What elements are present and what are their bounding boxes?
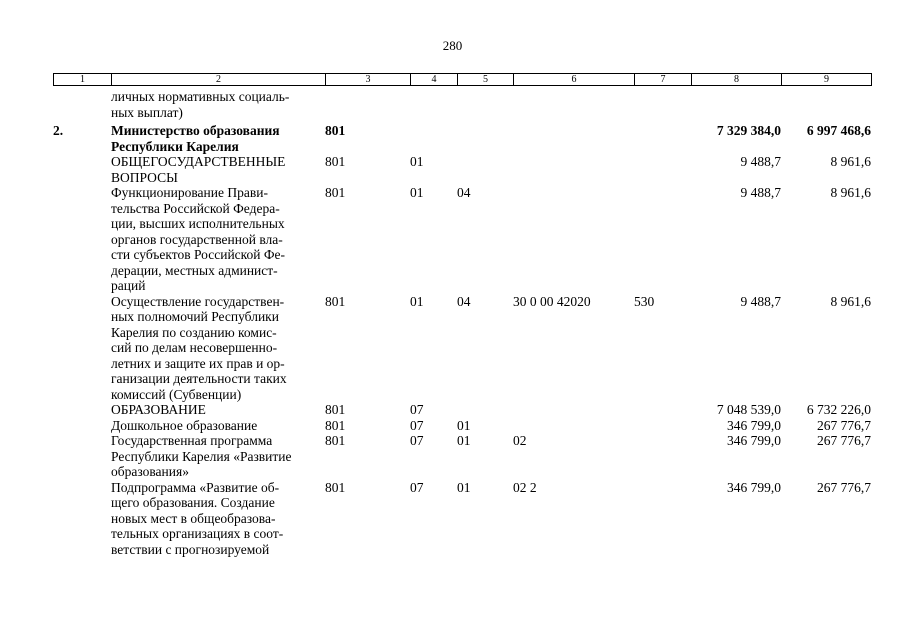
ministry-code: 801 bbox=[325, 479, 346, 495]
amount-year-1: 346 799,0 bbox=[727, 433, 781, 448]
amount-year-1: 7 329 384,0 bbox=[716, 123, 781, 138]
target-article: 02 bbox=[513, 433, 527, 448]
table-row bbox=[53, 418, 871, 434]
row-number bbox=[53, 185, 111, 294]
subsection-code bbox=[457, 154, 513, 185]
target-article bbox=[513, 402, 634, 418]
table-row bbox=[53, 120, 871, 154]
subsection-code bbox=[457, 89, 513, 120]
table-row bbox=[53, 89, 871, 120]
ministry-code: 801 bbox=[325, 402, 346, 417]
target-article: 30 0 00 42020 bbox=[513, 293, 591, 309]
subsection-code bbox=[457, 120, 513, 154]
target-article bbox=[513, 185, 634, 294]
target-article bbox=[513, 89, 634, 120]
header-cell-9: 9 bbox=[782, 74, 872, 86]
header-cell-7: 7 bbox=[635, 74, 692, 86]
amount-year-2: 8 961,6 bbox=[830, 293, 871, 309]
target-article bbox=[513, 154, 634, 185]
expense-type bbox=[634, 185, 691, 294]
expense-type bbox=[634, 120, 691, 154]
amount-year-1: 7 048 539,0 bbox=[716, 402, 781, 417]
section-code: 07 bbox=[410, 479, 424, 495]
section-code: 07 bbox=[410, 433, 424, 448]
amount-year-1: 9 488,7 bbox=[740, 185, 781, 200]
header-cell-2: 2 bbox=[112, 74, 326, 86]
expense-type bbox=[634, 154, 691, 185]
ministry-code: 801 bbox=[325, 154, 346, 169]
section-code: 01 bbox=[410, 154, 424, 169]
subsection-code: 01 bbox=[457, 479, 471, 495]
header-cell-5: 5 bbox=[458, 74, 514, 86]
row-number bbox=[53, 154, 111, 185]
amount-year-1: 9 488,7 bbox=[740, 154, 781, 169]
column-number-header bbox=[53, 73, 872, 86]
row-name: ОБРАЗОВАНИЕ bbox=[111, 402, 206, 417]
ministry-code: 801 bbox=[325, 433, 346, 448]
ministry-code: 801 bbox=[325, 417, 346, 433]
amount-year-2 bbox=[781, 89, 871, 120]
amount-year-1: 346 799,0 bbox=[727, 479, 781, 495]
section-code bbox=[410, 89, 457, 120]
subsection-code: 04 bbox=[457, 293, 471, 309]
header-cell-6: 6 bbox=[514, 74, 635, 86]
budget-table bbox=[53, 89, 871, 557]
subsection-code: 01 bbox=[457, 433, 471, 448]
row-number bbox=[53, 418, 111, 434]
header-cell-8: 8 bbox=[692, 74, 782, 86]
row-number bbox=[53, 89, 111, 120]
ministry-code bbox=[325, 89, 410, 120]
table-row bbox=[53, 154, 871, 185]
row-name: Подпрограмма «Развитие об- щего образования. Создание новых мест в общеобразова- тельных организациях в соот- ветствии с прогнозируемой bbox=[111, 479, 284, 557]
expense-type bbox=[634, 433, 691, 480]
amount-year-1: 9 488,7 bbox=[740, 293, 781, 309]
row-name: Государственная программа Республики Карелия «Развитие образования» bbox=[111, 433, 292, 479]
amount-year-1 bbox=[691, 89, 781, 120]
amount-year-2: 267 776,7 bbox=[817, 479, 871, 495]
amount-year-1: 346 799,0 bbox=[727, 417, 781, 433]
amount-year-2: 267 776,7 bbox=[817, 433, 871, 448]
header-cell-3: 3 bbox=[326, 74, 411, 86]
amount-year-2: 6 732 226,0 bbox=[806, 402, 871, 417]
section-code bbox=[410, 120, 457, 154]
subsection-code bbox=[457, 402, 513, 418]
section-code: 07 bbox=[410, 402, 424, 417]
subsection-code: 01 bbox=[457, 417, 471, 433]
section-code: 01 bbox=[410, 185, 424, 200]
ministry-code: 801 bbox=[325, 185, 346, 200]
target-article: 02 2 bbox=[513, 479, 537, 495]
expense-type bbox=[634, 480, 691, 558]
expense-type: 530 bbox=[634, 293, 655, 309]
ministry-code: 801 bbox=[325, 293, 346, 309]
row-number bbox=[53, 433, 111, 480]
target-article bbox=[513, 120, 634, 154]
row-number bbox=[53, 294, 111, 403]
ministry-code: 801 bbox=[325, 123, 346, 138]
row-name: Функционирование Прави- тельства Российской Федера- ции, высших исполнительных органов государственной вла- сти субъектов Российской Фе- дерации, местных админист- раций bbox=[111, 185, 286, 293]
row-number bbox=[53, 480, 111, 558]
row-name: личных нормативных социаль- ных выплат) bbox=[111, 89, 290, 120]
table-row bbox=[53, 294, 871, 403]
row-number: 2. bbox=[53, 123, 64, 138]
expense-type bbox=[634, 418, 691, 434]
amount-year-2: 8 961,6 bbox=[830, 154, 871, 169]
amount-year-2: 6 997 468,6 bbox=[806, 123, 871, 138]
target-article bbox=[513, 418, 634, 434]
page-number: 280 bbox=[442, 38, 463, 53]
row-number bbox=[53, 402, 111, 418]
expense-type bbox=[634, 89, 691, 120]
row-name: ОБЩЕГОСУДАРСТВЕННЫЕ ВОПРОСЫ bbox=[111, 154, 286, 185]
amount-year-2: 267 776,7 bbox=[817, 417, 871, 433]
table-row bbox=[53, 402, 871, 418]
table-row bbox=[53, 433, 871, 480]
row-name: Министерство образования Республики Карелия bbox=[111, 123, 280, 154]
section-code: 07 bbox=[410, 417, 424, 433]
section-code: 01 bbox=[410, 293, 424, 309]
row-name: Осуществление государствен- ных полномочий Республики Карелия по созданию комис- сий по делам несовершенно- летних и защите их прав и ор- ганизации деятельности таких комиссий (Субвенции) bbox=[111, 293, 287, 402]
amount-year-2: 8 961,6 bbox=[830, 185, 871, 200]
header-cell-4: 4 bbox=[411, 74, 458, 86]
subsection-code: 04 bbox=[457, 185, 471, 200]
table-row bbox=[53, 185, 871, 294]
header-cell-1: 1 bbox=[54, 74, 112, 86]
row-name: Дошкольное образование bbox=[111, 417, 258, 433]
expense-type bbox=[634, 402, 691, 418]
table-row bbox=[53, 480, 871, 558]
